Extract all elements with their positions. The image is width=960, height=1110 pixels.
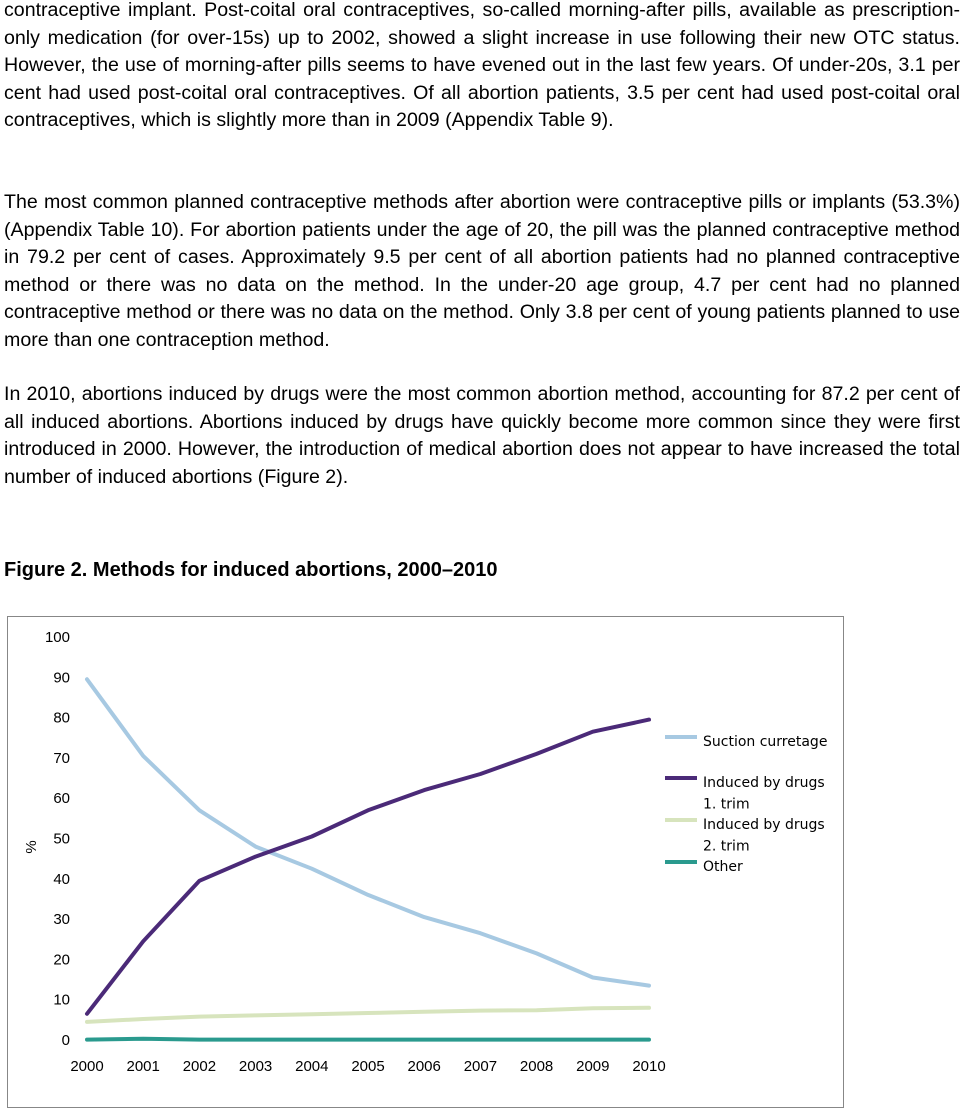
series-line: [87, 679, 649, 985]
x-tick-label: 2009: [576, 1058, 610, 1075]
figure-title: Figure 2. Methods for induced abortions, 2000–2010: [4, 559, 498, 581]
legend-label: Other: [703, 859, 743, 875]
y-axis-label: %: [23, 840, 40, 854]
legend-label: 2. trim: [703, 838, 750, 855]
y-tick-label: 0: [61, 1032, 70, 1049]
x-tick-label: 2003: [238, 1058, 273, 1075]
body-paragraph-2: The most common planned contraceptive methods after abortion were contraceptive pills or implants (53.3%) (Appendix Table 10). For abortion patients under the age of 20, the pill was the planned contraceptive method in 79.2 per cent of cases. Approximately 9.5 per cent of all abortion patients had no planned contraceptive method or there was no data on the method. In the under-20 age group, 4.7 per cent had no planned contraceptive method or there was no data on the method. Only 3.8 per cent of young patients planned to use more than one contraception method.: [4, 191, 960, 351]
x-tick-label: 2004: [295, 1058, 329, 1075]
x-tick-label: 2010: [632, 1058, 666, 1075]
body-paragraph-1: contraceptive implant. Post-coital oral contraceptives, so-called morning-after pills, available as prescription-only medication (for over-15s) up to 2002, showed a slight increase in use following their new OTC status. However, the use of morning-after pills seems to have evened out in the last few years. Of under-20s, 3.1 per cent had used post-coital oral contraceptives. Of all abortion patients, 3.5 per cent had used post-coital oral contraceptives, which is slightly more than in 2009 (Appendix Table 9).: [4, 0, 960, 131]
body-paragraph-3: In 2010, abortions induced by drugs were the most common abortion method, accounting for 87.2 per cent of all induced abortions. Abortions induced by drugs have quickly become more common since they were first introduced in 2000. However, the introduction of medical abortion does not appear to have increased the total number of induced abortions (Figure 2).: [4, 383, 960, 488]
series-line: [87, 1039, 649, 1040]
series-line: [87, 1008, 649, 1022]
x-tick-label: 2007: [463, 1058, 498, 1075]
y-tick-label: 90: [53, 669, 70, 687]
series-line: [87, 720, 649, 1014]
y-tick-label: 20: [53, 951, 70, 969]
legend-label: Suction curretage: [703, 734, 828, 750]
y-tick-label: 10: [53, 991, 70, 1009]
legend-label: 1. trim: [703, 796, 750, 813]
y-tick-label: 50: [53, 830, 70, 848]
y-tick-label: 80: [53, 709, 70, 727]
x-tick-label: 2001: [126, 1058, 160, 1075]
y-tick-label: 100: [44, 629, 70, 646]
legend-label: Induced by drugs: [703, 817, 825, 833]
y-tick-label: 60: [53, 790, 70, 808]
y-tick-label: 30: [53, 911, 70, 929]
x-tick-label: 2006: [407, 1058, 441, 1075]
x-tick-label: 2000: [70, 1058, 104, 1075]
y-tick-label: 40: [53, 870, 70, 888]
y-tick-label: 70: [53, 749, 70, 767]
legend-label: Induced by drugs: [703, 775, 825, 791]
x-tick-label: 2008: [519, 1058, 554, 1075]
x-tick-label: 2005: [351, 1058, 385, 1075]
x-tick-label: 2002: [182, 1058, 217, 1075]
